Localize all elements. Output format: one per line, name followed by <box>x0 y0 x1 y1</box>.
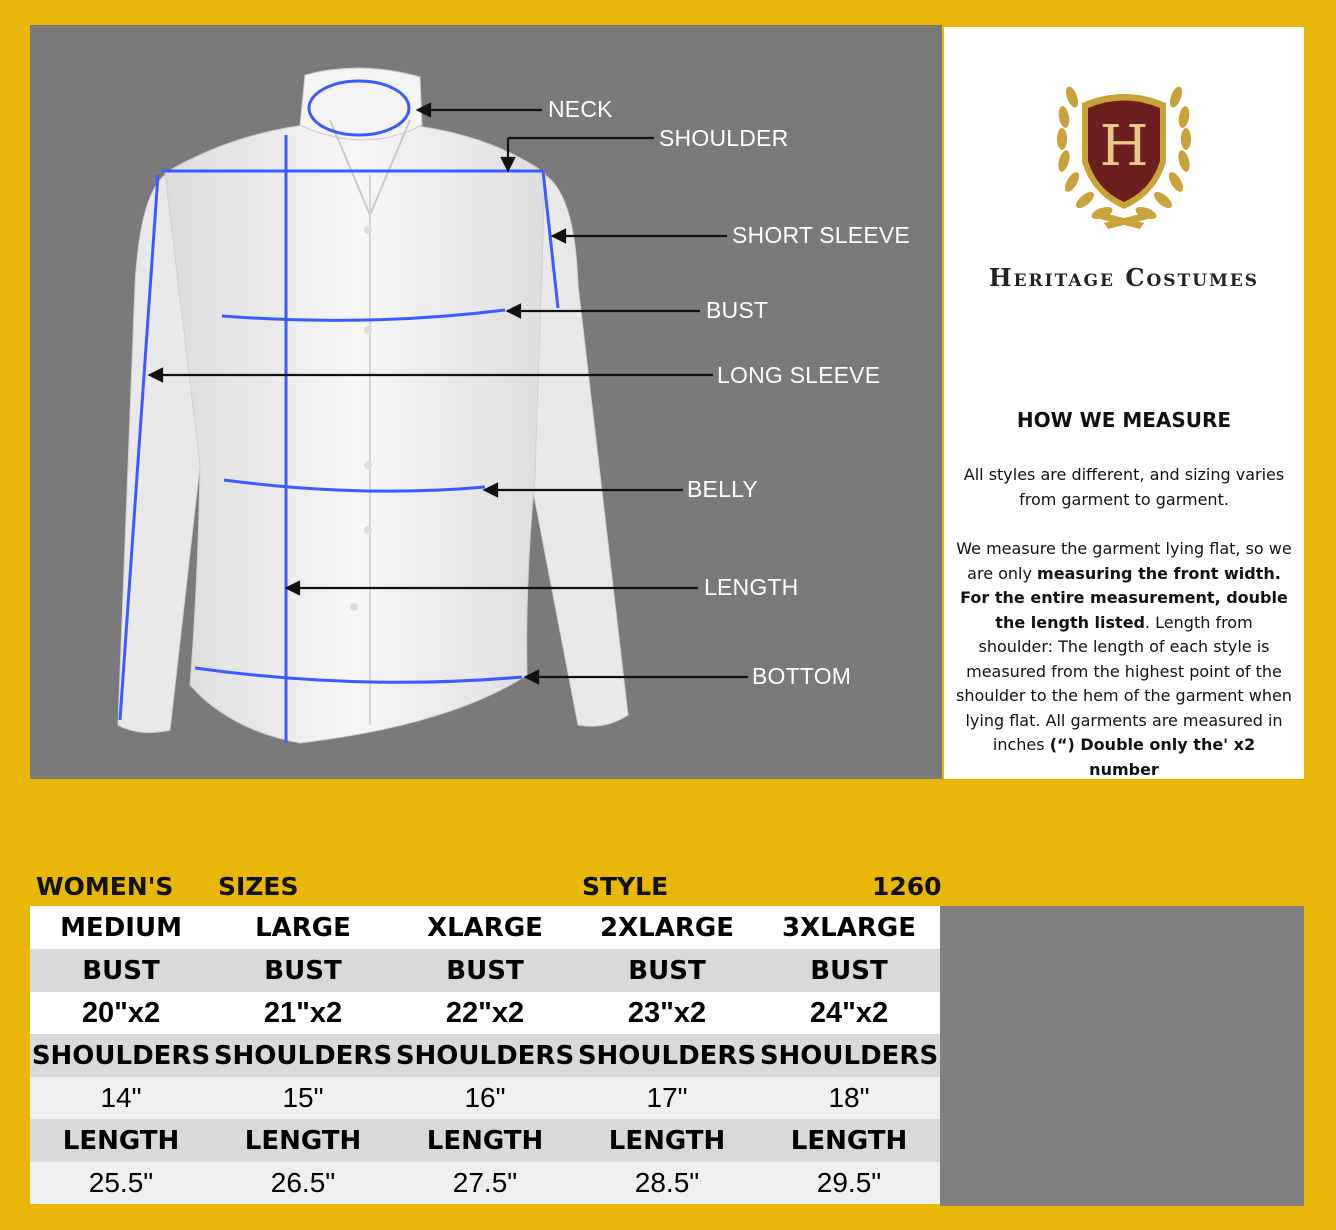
title-womens: WOMEN'S <box>36 872 174 901</box>
shoulders-value-cell: 17" <box>576 1077 758 1119</box>
shoulders-label-row <box>30 1034 940 1077</box>
length-value-row <box>30 1162 940 1204</box>
title-style: STYLE <box>582 872 669 901</box>
length-value-cell: 25.5" <box>30 1162 212 1204</box>
length-label: LENGTH <box>704 574 799 600</box>
how-we-measure-heading: HOW WE MEASURE <box>1016 408 1232 432</box>
bust-label-cell: BUST <box>30 949 212 992</box>
measure-text-part: . Length from shoulder: The length of each style is measured from the highest point of the shoulder to the hem of the garment when lying flat. All garments are measured in inches <box>956 612 1292 754</box>
shoulders-value-cell: 16" <box>394 1077 576 1119</box>
length-label-row <box>30 1119 940 1162</box>
length-value-cell: 27.5" <box>394 1162 576 1204</box>
length-value-cell: 26.5" <box>212 1162 394 1204</box>
neck-label: NECK <box>548 96 613 122</box>
bust-label-cell: BUST <box>576 949 758 992</box>
bust-label-cell: BUST <box>758 949 940 992</box>
size-chart-title <box>30 866 940 904</box>
info-panel <box>944 27 1304 779</box>
bottom-label: BOTTOM <box>752 663 852 689</box>
shoulders-label-cell: SHOULDERS <box>212 1034 394 1077</box>
size-cell: XLARGE <box>394 906 576 949</box>
bust-label-cell: BUST <box>394 949 576 992</box>
panel-divider <box>942 27 944 275</box>
shoulders-value-cell: 18" <box>758 1077 940 1119</box>
short-sleeve-label: SHORT SLEEVE <box>732 222 910 248</box>
how-we-measure-text <box>956 463 1292 807</box>
shoulders-value-cell: 15" <box>212 1077 394 1119</box>
size-cell: MEDIUM <box>30 906 212 949</box>
length-label-cell: LENGTH <box>576 1119 758 1162</box>
bust-label: BUST <box>706 297 769 323</box>
measure-paragraph-1: All styles are different, and sizing varies from garment to garment. <box>963 465 1285 509</box>
length-label-cell: LENGTH <box>212 1119 394 1162</box>
style-number: 1260 <box>872 872 942 901</box>
size-cell: LARGE <box>212 906 394 949</box>
title-sizes: SIZES <box>218 872 299 901</box>
bust-label-cell: BUST <box>212 949 394 992</box>
brand-name: Heritage Costumes <box>988 263 1260 292</box>
length-value-cell: 28.5" <box>576 1162 758 1204</box>
length-label-cell: LENGTH <box>30 1119 212 1162</box>
shoulders-label-cell: SHOULDERS <box>30 1034 212 1077</box>
size-cell: 3XLARGE <box>758 906 940 949</box>
bust-value-cell: 23"x2 <box>576 992 758 1034</box>
size-row <box>30 906 940 949</box>
length-label-cell: LENGTH <box>758 1119 940 1162</box>
bust-value-cell: 21"x2 <box>212 992 394 1034</box>
bust-value-cell: 20"x2 <box>30 992 212 1034</box>
measure-paragraph-2 <box>956 537 1292 782</box>
belly-label: BELLY <box>687 476 758 502</box>
length-value-cell: 29.5" <box>758 1162 940 1204</box>
bust-label-row <box>30 949 940 992</box>
size-cell: 2XLARGE <box>576 906 758 949</box>
size-chart-table <box>30 906 940 1204</box>
shoulder-label: SHOULDER <box>659 125 789 151</box>
length-label-cell: LENGTH <box>394 1119 576 1162</box>
shoulders-label-cell: SHOULDERS <box>758 1034 940 1077</box>
long-sleeve-label: LONG SLEEVE <box>717 362 881 388</box>
logo-letter: H <box>1099 114 1149 179</box>
bust-value-cell: 22"x2 <box>394 992 576 1034</box>
shoulders-label-cell: SHOULDERS <box>394 1034 576 1077</box>
shoulders-value-cell: 14" <box>30 1077 212 1119</box>
grey-filler-block <box>940 906 1304 1206</box>
measure-text-bold: measuring the front width. For the entire measurement, double the length listed <box>960 563 1288 632</box>
shoulders-label-cell: SHOULDERS <box>576 1034 758 1077</box>
measure-text-bold: (“) Double only the' x2 number <box>1049 735 1256 779</box>
shoulders-value-row <box>30 1077 940 1119</box>
bust-value-cell: 24"x2 <box>758 992 940 1034</box>
bust-value-row <box>30 992 940 1034</box>
heritage-logo <box>944 27 1304 257</box>
shirt-measurement-diagram <box>30 25 942 779</box>
measure-text-part: We measure the garment lying flat, so we are only <box>956 539 1292 583</box>
